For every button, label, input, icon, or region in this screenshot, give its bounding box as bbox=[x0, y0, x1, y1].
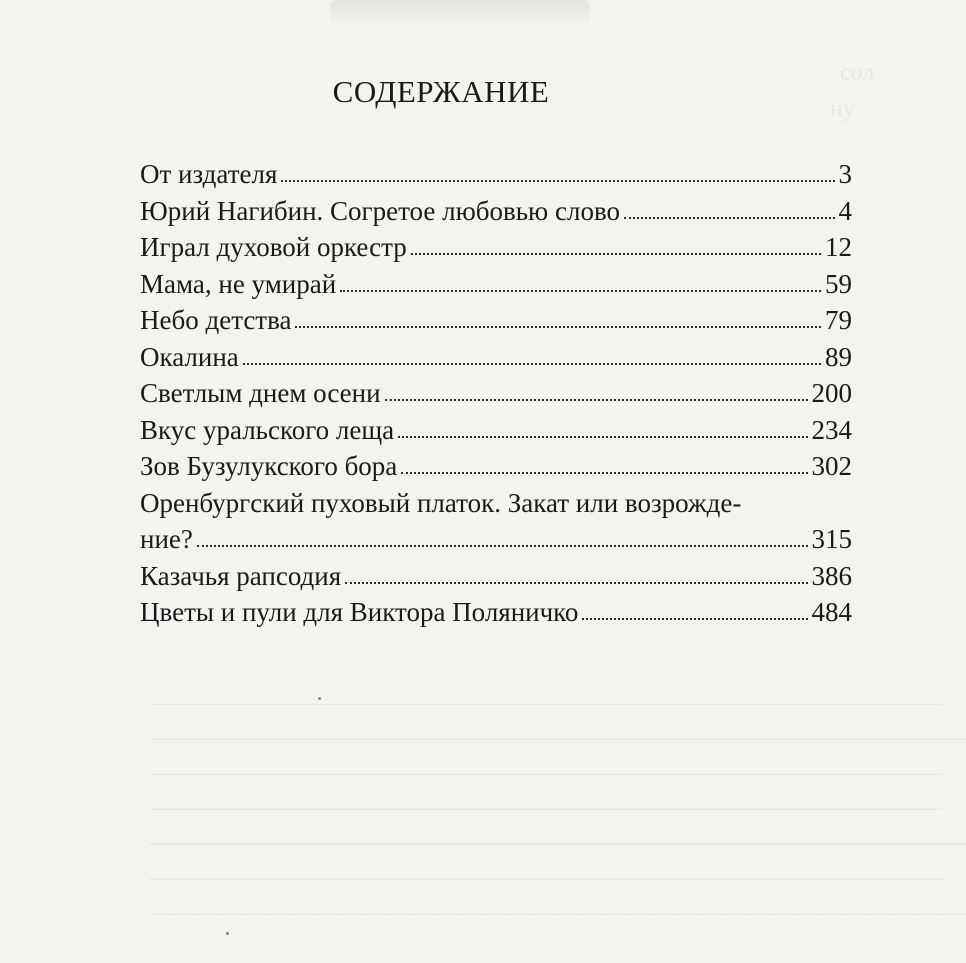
toc-page-number: 386 bbox=[811, 560, 852, 591]
dot-leader bbox=[243, 363, 821, 365]
dot-leader bbox=[281, 180, 834, 182]
dot-leader bbox=[340, 290, 821, 292]
toc-page-number: 4 bbox=[838, 195, 852, 226]
show-through-text: сол bbox=[840, 60, 875, 86]
dot-leader bbox=[197, 545, 808, 547]
toc-entry-title: Окалина bbox=[140, 341, 239, 372]
show-through-text: ――――――――――――――――――――――――――――――――― bbox=[150, 865, 942, 891]
dot-leader bbox=[345, 582, 807, 584]
toc-entry bbox=[140, 558, 852, 595]
toc-entry-title: Казачья рапсодия bbox=[140, 560, 342, 591]
toc-entry-title: Зов Бузулукского бора bbox=[140, 451, 398, 481]
toc-page-number: 59 bbox=[825, 268, 852, 299]
toc-page-number: 3 bbox=[838, 159, 852, 189]
toc-entry bbox=[140, 156, 852, 193]
toc-entry-title: Оренбургский пуховый платок. Закат или возрожде- bbox=[140, 487, 742, 518]
dot-leader bbox=[385, 399, 808, 401]
dot-leader bbox=[582, 618, 807, 620]
show-through-text: ―――――――――――――――――――――――――――――――――― bbox=[150, 830, 966, 856]
toc-entry-title: Мама, не умирай bbox=[140, 268, 337, 299]
show-through-text: ну bbox=[830, 96, 855, 122]
toc-entry-title: Играл духовой оркестр bbox=[140, 232, 407, 262]
toc-entry bbox=[140, 485, 852, 558]
toc-entry bbox=[140, 266, 852, 303]
show-through-text: ―――――――――――――――――――――――――――――――――― bbox=[150, 900, 966, 926]
dot-leader bbox=[295, 326, 821, 328]
toc-entry bbox=[140, 339, 852, 376]
toc-page-number: 89 bbox=[825, 341, 852, 372]
header-show-through bbox=[330, 0, 590, 26]
toc-entry-title: От издателя bbox=[140, 159, 278, 189]
toc-page-number: 484 bbox=[811, 597, 852, 627]
toc-page-number: 315 bbox=[811, 524, 852, 554]
contents-heading: СОДЕРЖАНИЕ bbox=[332, 74, 550, 109]
ink-speck bbox=[226, 932, 229, 935]
toc-entry-title-continued: ние? bbox=[140, 524, 193, 554]
toc-entry-title: Небо детства bbox=[140, 305, 292, 335]
show-through-text: ――――――――――――――――――――――――――――――――― bbox=[150, 690, 942, 716]
toc-entry bbox=[140, 229, 852, 266]
toc-entry bbox=[140, 594, 852, 631]
toc-entry-title: Юрий Нагибин. Согретое любовью слово bbox=[140, 195, 621, 226]
toc-page-number: 200 bbox=[811, 378, 852, 408]
toc-entry-title: Вкус уральского леща bbox=[140, 414, 395, 445]
toc-page-number: 234 bbox=[811, 414, 852, 445]
toc-page-number: 79 bbox=[825, 305, 852, 335]
toc-page-number: 12 bbox=[825, 232, 852, 262]
toc-entry-title: Цветы и пули для Виктора Поляничко bbox=[140, 597, 579, 627]
toc-entry bbox=[140, 193, 852, 230]
dot-leader bbox=[624, 217, 834, 219]
toc-entry bbox=[140, 375, 852, 412]
toc-entry bbox=[140, 448, 852, 485]
dot-leader bbox=[411, 253, 821, 255]
toc-entry bbox=[140, 412, 852, 449]
toc-entry bbox=[140, 302, 852, 339]
table-of-contents bbox=[140, 156, 852, 631]
dot-leader bbox=[401, 472, 807, 474]
toc-entry-title: Светлым днем осени bbox=[140, 378, 381, 408]
dot-leader bbox=[398, 436, 807, 438]
show-through-text: ――――――――――――――――――――――――――――――――― bbox=[150, 760, 942, 786]
toc-page-number: 302 bbox=[811, 451, 852, 481]
show-through-text: ―――――――――――――――――――――――――――――――――― bbox=[150, 725, 966, 751]
ink-speck bbox=[318, 697, 321, 700]
show-through-text: ――――――――――――――――――――――――――――――――― bbox=[150, 795, 942, 821]
